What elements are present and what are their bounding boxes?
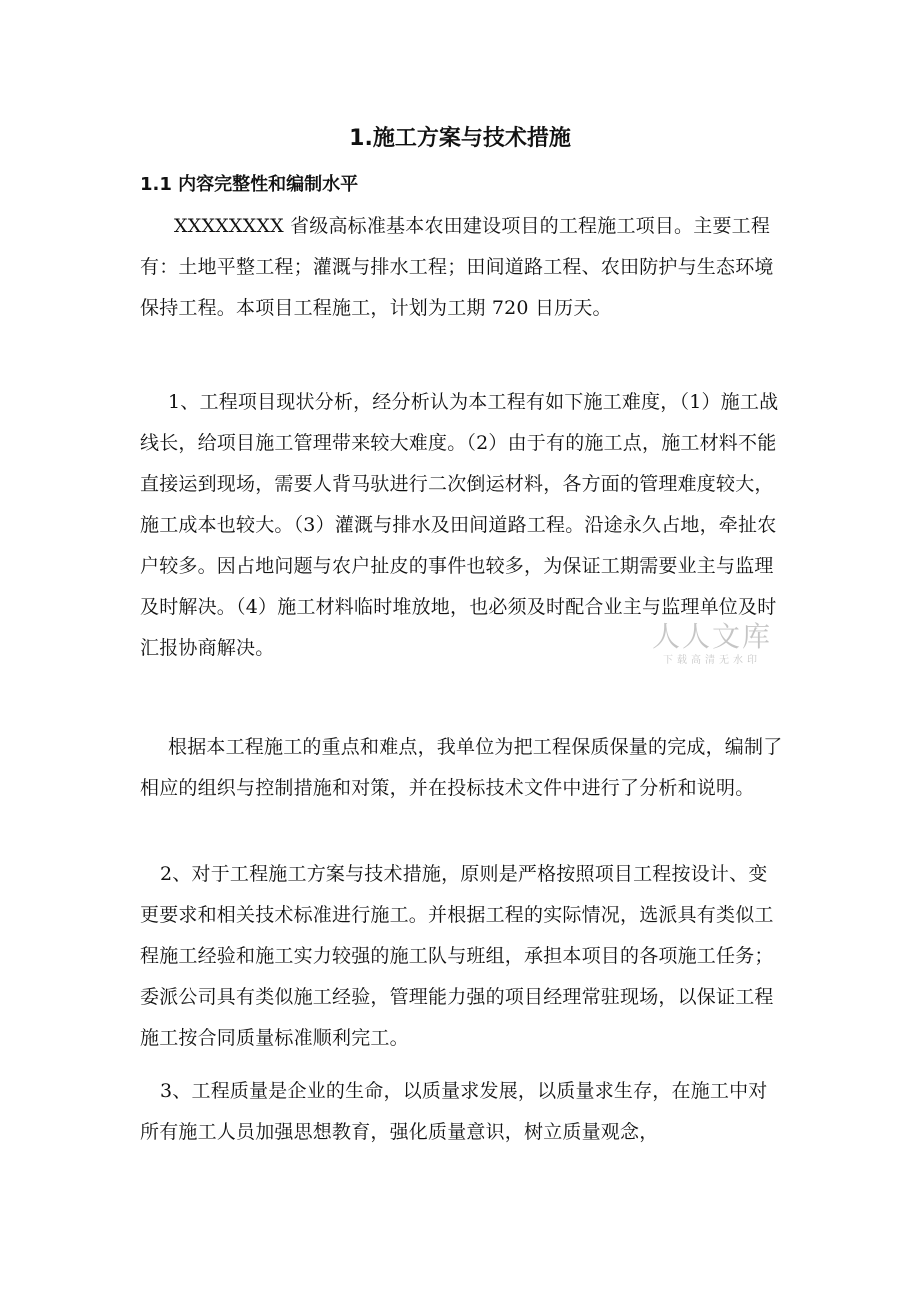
document-title: 1.施工方案与技术措施 <box>349 126 571 151</box>
watermark-main: 人人文库 <box>651 620 772 653</box>
paragraph-construction-plan: 2、对于工程施工方案与技术措施，原则是严格按照项目工程按设计、变更要求和相关技术标准进行施工。并根据工程的实际情况，选派具有类似工程施工经验和施工实力较强的施工队与班组，承担本项目的各项施工任务；委派公司具有类似施工经验，管理能力强的项目经理常驻现场，以保证工程施工按合同质量标准顺利完工。 <box>140 863 774 1049</box>
paragraph-measures: 根据本工程施工的重点和难点，我单位为把工程保质保量的完成，编制了相应的组织与控制措施和对策，并在投标技术文件中进行了分析和说明。 <box>140 736 783 799</box>
paragraph-quality: 3、工程质量是企业的生命，以质量求发展，以质量求生存，在施工中对所有施工人员加强思想教育，强化质量意识，树立质量观念， <box>140 1080 768 1143</box>
paragraph-difficulty-analysis: 1、工程项目现状分析，经分析认为本工程有如下施工难度，（1）施工战线长，给项目施工管理带来较大难度。（2）由于有的施工点，施工材料不能直接运到现场，需要人背马驮进行二次倒运材料，各方面的管理难度较大，施工成本也较大。（3）灌溉与排水及田间道路工程。沿途永久占地，牵扯农户较多。因占地问题与农户扯皮的事件也较多，为保证工期需要业主与监理及时解决。（4）施工材料临时堆放地，也必须及时配合业主与监理单位及时汇报协商解决。 <box>140 391 779 659</box>
watermark <box>648 620 776 668</box>
paragraph-intro: XXXXXXXX 省级高标准基本农田建设项目的工程施工项目。主要工程有：土地平整工程；灌溉与排水工程；田间道路工程、农田防护与生态环境保持工程。本项目工程施工，计划为工期 720 日历天。 <box>140 215 774 319</box>
watermark-sub: 下载高清无水印 <box>663 655 761 666</box>
section-heading: 1.1 内容完整性和编制水平 <box>140 174 359 195</box>
